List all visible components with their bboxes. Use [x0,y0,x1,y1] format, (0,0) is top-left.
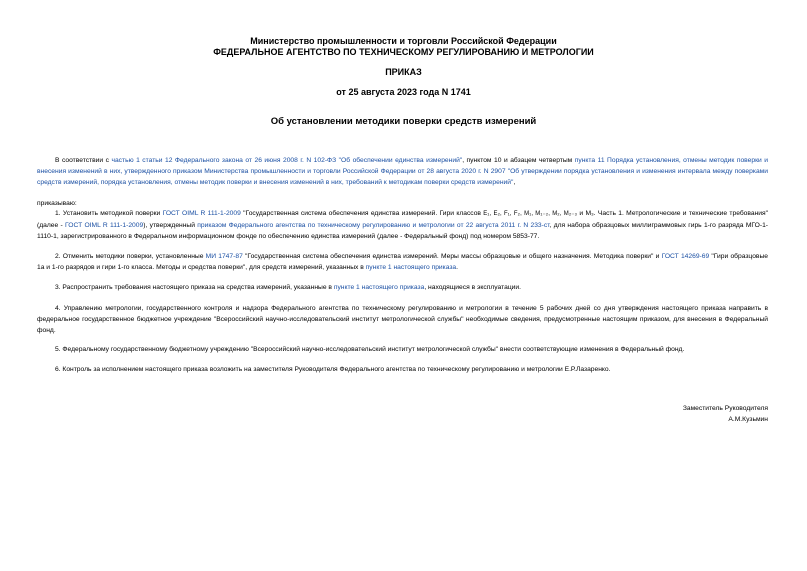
order-word: приказываю: [37,200,77,207]
item-5-paragraph [37,344,768,355]
text: "Государственная система обеспечения единства измерений. Гири классов [240,210,484,217]
text: "Гири образцовые 1а и 1-го разрядов и гири 1-го класса. Методы и средства поверки", для средств измерений, указанных в [37,253,768,271]
law-link[interactable]: частью 1 статьи 12 Федерального закона от 26 июня 2008 г. N 102-ФЗ "Об обеспечении единства измерений" [111,157,463,164]
text: и M₃. Часть 1. Метрологические и технические требования" (далее - [37,210,769,229]
rst-order-link[interactable]: приказом Федерального агентства по техническому регулированию и метрологии от 22 августа 2011 г. N 233-ст [197,222,550,229]
date-number-heading: от 25 августа 2023 года N 1741 [336,87,471,97]
text: 4. Управлению метрологии, государственного контроля и надзора Федерального агентства по техническому регулированию и метрологии в течение 5 рабочих дней со дня утверждения настоящего приказа направить в федеральное государственное бюджетное учреждение "Всероссийский научно-исследовательский институт метрологической службы" необходимые сведения, предусмотренные настоящим приказом, для внесения в Федеральный фонд. [37,305,768,334]
gost-14269-link[interactable]: ГОСТ 14269-69 [661,253,710,260]
agency-heading: ФЕДЕРАЛЬНОЕ АГЕНТСТВО ПО ТЕХНИЧЕСКОМУ РЕГУЛИРОВАНИЮ И МЕТРОЛОГИИ [213,47,594,57]
text: 6. Контроль за исполнением настоящего приказа возложить на заместителя Руководителя Федерального агентства по техническому регулированию и метрологии Е.Р.Лазаренко. [55,366,611,373]
gost-oiml-link[interactable]: ГОСТ OIML R 111-1-2009 [162,210,241,217]
item-1-link-2[interactable]: пункте 1 настоящего приказа [333,284,425,291]
text: 5. Федеральному государственному бюджетному учреждению "Всероссийский научно-исследовательский институт метрологической службы" внести соответствующие изменения в Федеральный фонд. [55,346,685,353]
text: 1. Установить методикой поверки [55,210,163,217]
text: В соответствии с [55,157,112,164]
signature-position: Заместитель Руководителя [682,405,768,412]
text: "Государственная система обеспечения единства измерений. Меры массы образцовые и общего назначения. Методика поверки" и [242,253,662,260]
mi-1747-link[interactable]: МИ 1747-87 [205,253,243,260]
gost-oiml-link-2[interactable]: ГОСТ OIML R 111-1-2009 [65,222,144,229]
preamble-paragraph [37,155,768,188]
text: , пунктом 10 и абзацем четвертым [462,157,575,164]
item-4-paragraph [37,303,768,336]
text: , для набора образцовых миллиграммовых гирь 1-го разряда МГО-1-1110-1, зарегистрированного в Федеральном информационном фонде по обеспечению единства измерений (далее - Федеральный фонд) под номером 5853-77. [37,222,769,240]
text: , находящиеся в эксплуатации. [424,284,521,291]
item-6-paragraph [37,364,768,375]
text: 3. Распространить требования настоящего приказа на средства измерений, указанные в [55,284,334,291]
doc-type-heading: ПРИКАЗ [385,67,422,77]
signature-name: А.М.Кузьмин [728,416,768,423]
item-3-paragraph [37,282,768,293]
text: . [456,264,459,271]
item-1-link[interactable]: пункте 1 настоящего приказа [365,264,457,271]
ministry-heading: Министерство промышленности и торговли Российской Федерации [250,36,557,46]
item-1-paragraph [37,208,768,242]
text: 2. Отменить методики поверки, установленные [55,253,206,260]
document-title: Об установлении методики поверки средств измерений [270,116,537,127]
text: , [513,179,516,186]
text: ), утвержденный [143,222,198,229]
procedure-link[interactable]: пункта 11 Порядка установления, отмены методик поверки и внесения изменений в них, утвержденного приказом Министерства промышленности и торговли Российской Федерации от 28 августа 2020 г. N 2907 "Об утверждении порядка установления и изменения интервала между поверками средств измерений, порядка установления, отмены методик поверки и внесения изменений в них, требований к методикам поверки средств измерений" [37,157,768,186]
item-2-paragraph [37,251,768,273]
weight-classes: E₁, E₂, F₁, F₂, M₁, M₁₋₂, M₂, M₂₋₃ [483,211,578,217]
